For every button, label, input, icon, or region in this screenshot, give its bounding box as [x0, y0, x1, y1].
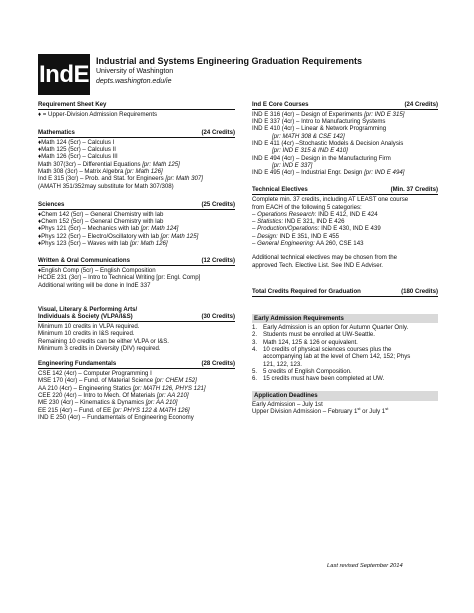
- category-courses: AA 260, CSE 143: [314, 240, 364, 248]
- item-line: 10 credits of physical sciences courses plus the: [263, 345, 392, 353]
- course-line: [38, 240, 235, 247]
- course-line: CSE 142 (4cr) – Computer Programming I: [38, 370, 152, 378]
- course-line: [252, 111, 438, 118]
- category-label: Operations Research:: [257, 210, 317, 218]
- prerequisite: [pr: MATH 308 & CSE 142]: [272, 132, 345, 140]
- key-item: ♦ = Upper-Division Admission Requirements: [38, 110, 158, 118]
- item-line: 15 credits must have been completed at UW.: [263, 375, 385, 383]
- tech-intro-1: Complete min. 37 credits, including AT LEAST one course: [252, 196, 409, 204]
- prerequisite: [pr: Math 307]: [165, 175, 203, 183]
- tech-heading: Technical Electives (Min. 37 Credits): [252, 186, 438, 194]
- tech-categories: [252, 211, 438, 247]
- deadlines-heading: Application Deadlines: [252, 391, 438, 400]
- dash: –: [252, 210, 258, 218]
- department-url[interactable]: depts.washington.edu/ie: [96, 78, 172, 85]
- category-courses: IND E 430, IND E 439: [319, 225, 381, 233]
- course-text: IND E 337 (4cr) – Intro to Manufacturing Systems: [252, 118, 386, 126]
- math-heading: Mathematics (24 Credits): [38, 129, 235, 137]
- category-label: Design:: [257, 232, 278, 240]
- page-title: Industrial and Systems Engineering Graduation Requirements: [96, 56, 363, 66]
- early-item: [252, 331, 438, 338]
- core-heading: Ind E Core Courses (24 Credits): [252, 101, 438, 108]
- tech-category: [252, 218, 438, 225]
- sciences-heading: Sciences (25 Credits): [38, 200, 235, 208]
- dash: –: [252, 232, 258, 240]
- upper-deadline: Upper Division Admission – February 1st or July 1st: [252, 405, 389, 415]
- course-line: Minimum 10 credits in I&S required.: [38, 330, 135, 338]
- item-number: 2.: [252, 331, 258, 339]
- course-line: [38, 161, 235, 168]
- vlpa-heading: Visual, Literary & Performing Arts/ Individuals & Society (VLPA/I&S) (30 Credits): [38, 305, 235, 321]
- prerequisite: [pr: Math 126]: [129, 239, 168, 247]
- tech-note-1: Additional technical electives may be chosen from the: [252, 254, 397, 262]
- writing-list: [38, 267, 235, 289]
- course-text: MSE 170 (4cr) – Fund. of Material Science: [38, 377, 155, 385]
- sciences-list: [38, 211, 235, 247]
- inde-logo: IndE: [38, 54, 90, 95]
- course-line: [252, 162, 438, 169]
- course-text: IND E 410 (4cr) – Linear & Network Programming: [252, 125, 387, 133]
- item-body: [263, 339, 358, 346]
- tech-category: [252, 240, 438, 247]
- last-revised: Last revised September 2014: [327, 563, 403, 569]
- course-text: EE 215 (4cr) – Fund. of EE: [38, 406, 113, 414]
- eng-heading: Engineering Fundamentals (28 Credits): [38, 360, 235, 368]
- prerequisite: [pr: Math 124]: [140, 225, 179, 233]
- course-line: [38, 168, 235, 175]
- category-courses: IND E 351, IND E 455: [277, 232, 340, 240]
- item-line: 121, 122, 123.: [263, 360, 302, 368]
- item-line: Early Admission is an option for Autumn Quarter Only.: [263, 324, 409, 332]
- prerequisite: [pr: Math 126]: [125, 168, 163, 176]
- prerequisite: [pr: IND E 494]: [364, 169, 405, 177]
- course-line: Minimum 10 credits in VLPA required.: [38, 323, 140, 331]
- course-text: IND E 494 (4cr) – Design in the Manufacturing Firm: [252, 154, 391, 162]
- course-text: Math 307(3cr) – Differential Equations: [38, 160, 143, 168]
- course-line: IND E 250 (4cr) – Fundamentals of Engineering Economy: [38, 413, 194, 421]
- course-line: [38, 407, 235, 414]
- course-line: [252, 133, 438, 140]
- course-line: ♦Math 126 (5cr) – Calculus III: [38, 153, 118, 161]
- course-line: ♦Chem 152 (5cr) – General Chemistry with lab: [38, 218, 164, 226]
- item-line: accompanying lab at the level of Chem 142, 152; Phys: [263, 353, 411, 361]
- course-text: Ind E 315 (3cr) – Prob. and Stat. for Engineers: [38, 175, 166, 183]
- vlpa-list: [38, 323, 235, 352]
- course-line: ♦English Comp (5cr) – English Composition: [38, 267, 156, 275]
- course-line: Minimum 3 credits in Diversity (DIV) required.: [38, 344, 161, 352]
- prerequisite: [pr: IND E 337]: [272, 161, 313, 169]
- left-column: [38, 101, 235, 421]
- course-line: [38, 377, 235, 384]
- dash: –: [252, 225, 258, 233]
- item-body: [263, 331, 375, 338]
- key-heading: Requirement Sheet Key: [38, 101, 235, 110]
- course-text: Math 308 (3cr) – Matrix Algebra: [38, 168, 126, 176]
- course-line: ♦Math 125 (5cr) – Calculus II: [38, 146, 116, 154]
- course-line: [252, 169, 438, 176]
- course-line: [38, 399, 235, 406]
- course-line: [252, 140, 438, 147]
- prerequisite: [pr: MATH 126, PHYS 121]: [132, 384, 206, 392]
- course-line: ♦Chem 142 (5cr) – General Chemistry with lab: [38, 210, 164, 218]
- course-line: [252, 125, 438, 132]
- course-line: [252, 147, 438, 154]
- item-line: 5 credits of English Composition.: [263, 367, 352, 375]
- university-name: University of Washington: [96, 68, 174, 75]
- course-text: AA 210 (4cr) – Engineering Statics: [38, 384, 133, 392]
- course-text: ♦Phys 122 (5cr) – Electro/Oscillatory with lab: [38, 232, 161, 240]
- category-label: Production/Operations:: [257, 225, 320, 233]
- course-line: ♦Math 124 (5cr) – Calculus I: [38, 138, 115, 146]
- math-list: [38, 139, 235, 190]
- course-line: [252, 118, 438, 125]
- category-label: Statistics:: [257, 218, 284, 226]
- item-number: 4.: [252, 345, 258, 353]
- eng-list: [38, 370, 235, 421]
- item-body: [263, 368, 352, 375]
- category-label: General Engineering:: [257, 240, 315, 248]
- course-line: [38, 385, 235, 392]
- early-admission-heading: Early Admission Requirements: [252, 314, 438, 323]
- prerequisite: [pr: AA 210]: [145, 399, 178, 407]
- item-number: 1.: [252, 324, 258, 332]
- item-line: Math 124, 125 & 126 or equivalent.: [263, 338, 358, 346]
- course-line: Remaining 10 credits can be either VLPA or I&S.: [38, 337, 169, 345]
- course-text: ♦Phys 123 (5cr) – Waves with lab: [38, 239, 130, 247]
- prerequisite: [pr: IND E 315]: [364, 110, 405, 118]
- prerequisite: [pr: Math 125]: [142, 160, 180, 168]
- tech-intro-2: from EACH of the following 5 categories:: [252, 203, 362, 211]
- course-text: IND E 495 (4cr) – Industrial Engr. Design: [252, 169, 365, 177]
- course-text: CEE 220 (4cr) – Intro to Mech. Of Materials: [38, 391, 157, 399]
- item-number: 6.: [252, 375, 258, 383]
- course-line: [38, 233, 235, 240]
- early-admission-list: [252, 324, 438, 382]
- core-list: [252, 111, 438, 177]
- course-text: ME 230 (4cr) – Kinematics & Dynamics: [38, 399, 146, 407]
- category-courses: IND E 412, IND E 424: [316, 210, 378, 218]
- tech-category: [252, 233, 438, 240]
- early-item: [252, 346, 438, 368]
- item-line: Students must be enrolled at UW-Seattle.: [263, 331, 376, 339]
- early-item: [252, 375, 438, 382]
- prerequisite: [pr: CHEM 152]: [154, 377, 197, 385]
- item-body: [263, 324, 408, 331]
- prerequisite: [pr: AA 210]: [156, 391, 189, 399]
- early-item: [252, 324, 438, 331]
- prerequisite: [pr: Math 125]: [160, 232, 199, 240]
- course-text: IND E 316 (4cr) – Design of Experiments: [252, 110, 365, 118]
- course-line: HCDE 231 (3cr) – Intro to Technical Writing [pr: Engl. Comp]: [38, 274, 201, 282]
- course-line: [38, 175, 235, 182]
- item-number: 5.: [252, 367, 258, 375]
- course-text: IND E 411 (4cr) –Stochastic Models & Decision Analysis: [252, 139, 404, 147]
- dash: –: [252, 218, 258, 226]
- category-courses: IND E 321, IND E 426: [283, 218, 345, 226]
- writing-heading: Written & Oral Communications (12 Credits): [38, 257, 235, 265]
- course-line: [252, 155, 438, 162]
- tech-note-2: approved Tech. Elective List. See IND E Adviser.: [252, 261, 383, 269]
- course-line: (AMATH 351/352may substitute for Math 307/308): [38, 182, 174, 190]
- tech-category: [252, 211, 438, 218]
- course-line: Additional writing will be done in IndE 337: [38, 281, 151, 289]
- early-deadline: Early Admission – July 1st: [252, 400, 323, 408]
- item-body: [263, 346, 410, 368]
- course-line: [38, 225, 235, 232]
- prerequisite: [pr: PHYS 122 & MATH 126]: [112, 406, 190, 414]
- early-item: [252, 339, 438, 346]
- early-item: [252, 368, 438, 375]
- item-number: 3.: [252, 338, 258, 346]
- course-text: ♦Phys 121 (5cr) – Mechanics with lab: [38, 225, 141, 233]
- prerequisite: [pr: IND E 315 & IND E 410]: [272, 147, 348, 155]
- item-body: [263, 375, 384, 382]
- total-heading: Total Credits Required for Graduation (180 Credits): [252, 287, 438, 295]
- tech-category: [252, 225, 438, 232]
- course-line: [38, 392, 235, 399]
- right-column: [252, 101, 438, 415]
- dash: –: [252, 240, 258, 248]
